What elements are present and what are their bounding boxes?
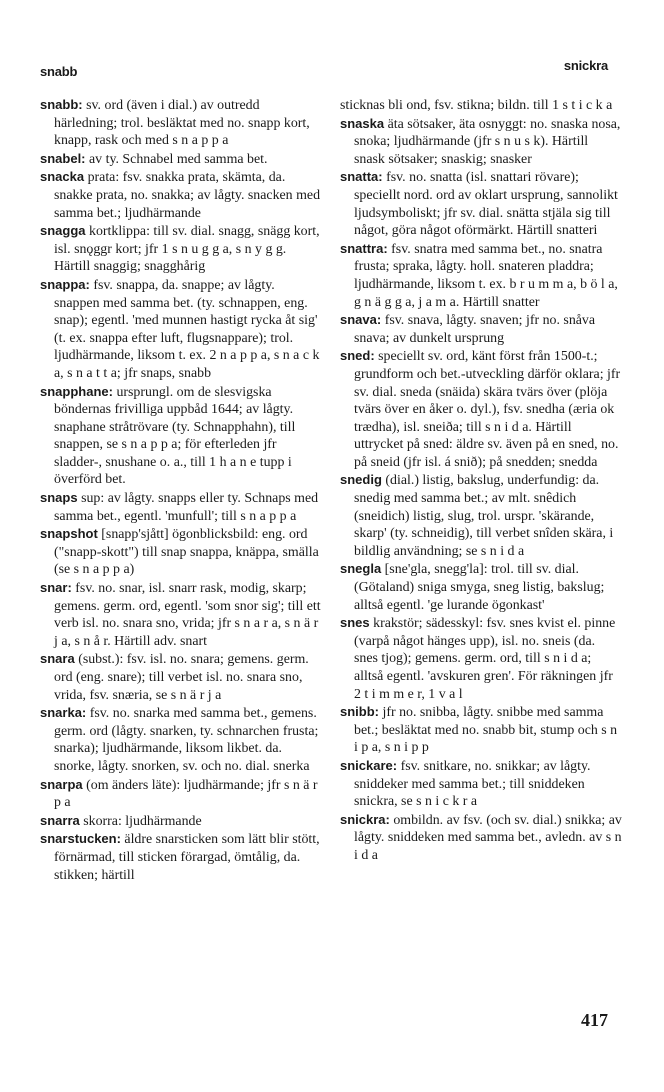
dictionary-entry <box>340 115 622 169</box>
guide-word-left: snabb <box>40 64 78 79</box>
definition: [sne'gla, snegg'la]: trol. till sv. dial. (Götaland) sniga smyga, sneg listig, bakslug; alltså egentl. 'ge lurande ögonkast' <box>354 562 605 613</box>
dictionary-entry <box>340 347 622 471</box>
definition: fsv. no. snatta (isl. snattari rövare); speciellt nord. ord av oklart ursprung, sannolikt ljudsymboliskt; jfr sv. dial. snätta stjäla sig till något, göra något oförmärkt. Härtill snatteri <box>354 170 618 239</box>
headword: snabel: <box>40 150 86 166</box>
headword: snarka: <box>40 705 87 721</box>
definition: skorra: ljudhärmande <box>83 813 202 829</box>
dictionary-entry <box>340 168 622 239</box>
dictionary-entry <box>40 276 322 383</box>
dictionary-entry <box>40 650 322 704</box>
dictionary-entry <box>340 560 622 614</box>
dictionary-entry <box>40 383 322 490</box>
dictionary-entry <box>40 525 322 579</box>
definition: sv. ord (även i dial.) av outredd härledning; trol. besläktat med no. snapp kort, knapp, rask och med s n a p p a <box>54 98 310 149</box>
dictionary-entry <box>40 489 322 525</box>
dictionary-entry <box>340 703 622 757</box>
definition: (subst.): fsv. isl. no. snara; gemens. germ. ord (eng. snare); till verbet isl. no. snara sno, vrida, fsv. snæria, se s n ä r j a <box>54 652 309 703</box>
dictionary-entry <box>40 168 322 222</box>
headword: snara <box>40 651 75 667</box>
headword: snaps <box>40 490 78 506</box>
headword: snickra: <box>340 811 390 827</box>
headword: snagga <box>40 223 86 239</box>
definition: krakstör; sädesskyl: fsv. snes kvist el. pinne (varpå något hänges upp), isl. no. sneis (da. snes tjog); gemens. germ. ord, till s n i d a; alltså egentl. 'avskuren gren'. För räkningen jfr 2 t i m m e r, 1 v a l <box>354 616 616 702</box>
dictionary-entry <box>40 830 322 884</box>
headword: snarpa <box>40 776 83 792</box>
dictionary-entry-continued <box>340 96 622 115</box>
headword: snes <box>340 615 370 631</box>
definition: jfr no. snibba, lågty. snibbe med samma bet.; besläktat med no. snabb bit, stump och s n i p a, s n i p p <box>354 705 618 756</box>
right-column <box>340 96 622 865</box>
definition: äta sötsaker, äta osnyggt: no. snaska nosa, snoka; ljudhärmande (jfr s n u s k). Härtill snask sötsaker; snaskig; snasker <box>354 116 621 167</box>
headword: snacka <box>40 169 85 185</box>
dictionary-entry <box>40 579 322 650</box>
headword: snedig <box>340 472 382 488</box>
dictionary-entry <box>340 811 622 865</box>
definition: sticknas bli ond, fsv. stikna; bildn. till 1 s t i c k a <box>340 98 613 113</box>
dictionary-entry <box>40 704 322 775</box>
definition: sup: av lågty. snapps eller ty. Schnaps med samma bet., egentl. 'munfull'; till s n a p p a <box>54 491 319 524</box>
definition: av ty. Schnabel med samma bet. <box>89 151 268 167</box>
dictionary-entry <box>40 96 322 150</box>
headword: snegla <box>340 561 382 577</box>
dictionary-entry <box>40 812 322 831</box>
dictionary-entry <box>340 240 622 311</box>
dictionary-entry <box>40 776 322 812</box>
definition: prata: fsv. snakka prata, skämta, da. snakke prata, no. snakka; av lågty. snacken med samma bet.; ljudhärmande <box>54 170 321 221</box>
definition: [snapp'sjått] ögonblicksbild: eng. ord ("snapp-skott") till snap snappa, knäppa, smälla (se s n a p p a) <box>54 527 319 578</box>
headword: snickare: <box>340 757 398 773</box>
definition: fsv. snitkare, no. snikkar; av lågty. sniddeker med samma bet.; till sniddeken snickra, se s n i c k r a <box>354 758 591 810</box>
headword: snapshot <box>40 526 98 542</box>
headword: snava: <box>340 312 382 328</box>
headword: sned: <box>340 348 375 364</box>
headword: snar: <box>40 580 72 596</box>
definition: ursprungl. om de slesvigska böndernas frivilliga uppbåd 1644; av lågty. snaphane stråtrövare (ty. Schnapphahn), till snappen, se s n a p p a; för efterleden jfr sladder-, snushane o. a., till 1 h a n e tupp i överförd bet. <box>54 384 296 488</box>
definition: fsv. no. snar, isl. snarr rask, modig, skarp; gemens. germ. ord, egentl. 'som snor sig'; till ett verb isl. no. snara sno, vrida; jfr s n a r a, s n ä r j a, s n å r. Härtill adv. snart <box>54 581 321 649</box>
headword: snarstucken: <box>40 831 121 847</box>
headword: snappa: <box>40 276 90 292</box>
dictionary-entry <box>40 222 322 276</box>
headword: snattra: <box>340 240 388 256</box>
definition: fsv. no. snarka med samma bet., gemens. germ. ord (lågty. snarken, ty. schnarchen frusta; snarka); ljudhärmande, liksom likbet. da. snorke, lågty. snorken, sv. och no. dial. snerka <box>54 706 319 774</box>
definition: speciellt sv. ord, känt först från 1500-t.; grundform och bet.-utveckling därför oklara; jfr sv. dial. sneda (snäida) skära tvärs över (plöja tvärs över en åker o. dyl.), fsv. snedha (æria ok trædha), isl. sneiða; till s n i d a. Härtill uttrycket på sned: äldre sv. även på en sned, no. på sneid (jfr isl. á snið); på snedden; snedda <box>354 349 621 470</box>
headword: snibb: <box>340 704 379 720</box>
dictionary-entry <box>340 311 622 347</box>
headword: snabb: <box>40 97 83 112</box>
definition: fsv. snappa, da. snappe; av lågty. snappen med samma bet. (ty. schnappen, eng. snap); egentl. 'med munnen hastigt rycka åt sig' (t. ex. snappa efter luft, flugsnappare); trol. ljudhärmande, liksom t. ex. 2 n a p p a, s n a c k a, s n a t t a; jfr snaps, snabb <box>54 277 320 381</box>
headword: snapphane: <box>40 383 113 399</box>
page-number: 417 <box>581 1010 608 1030</box>
dictionary-entry <box>340 614 622 703</box>
headword: snatta: <box>340 169 383 185</box>
headword: snaska <box>340 115 385 131</box>
definition: kortklippa: till sv. dial. snagg, snägg kort, isl. snǫggr kort; jfr 1 s n u g g a, s n y g g. Härtill snaggig; snagghårig <box>54 224 320 275</box>
dictionary-entry <box>340 471 622 560</box>
definition: (dial.) listig, bakslug, underfundig: da. snedig med samma bet.; av mlt. snêdich (sneidich) listig, slug, trol. urspr. 'skärande, skarp' (ty. schneidig), till verbet snîden skära, i bildlig användning; se s n i d a <box>354 473 614 559</box>
guide-word-right: snickra <box>563 58 608 73</box>
definition: fsv. snava, lågty. snaven; jfr no. snåva snava; av dunkelt ursprung <box>354 313 596 346</box>
dictionary-entry <box>340 757 622 811</box>
definition: fsv. snatra med samma bet., no. snatra frusta; spraka, lågty. holl. snateren pladdra; ljudhärmande, liksom t. ex. b r u m m a, b ö l a, g n ä g g a, j a m a. Härtill snatter <box>354 241 618 310</box>
headword: snarra <box>40 812 80 828</box>
dictionary-entry <box>40 150 322 169</box>
left-column <box>40 96 322 884</box>
definition: (om änders läte): ljudhärmande; jfr s n ä r p a <box>54 777 318 811</box>
definition: ombildn. av fsv. (och sv. dial.) snikka; av lågty. sniddeken med samma bet., avledn. av s n i d a <box>354 812 622 863</box>
definition: äldre snarsticken som lätt blir stött, förnärmad, till sticken förargad, ömtålig, da. stikken; härtill <box>54 832 320 883</box>
